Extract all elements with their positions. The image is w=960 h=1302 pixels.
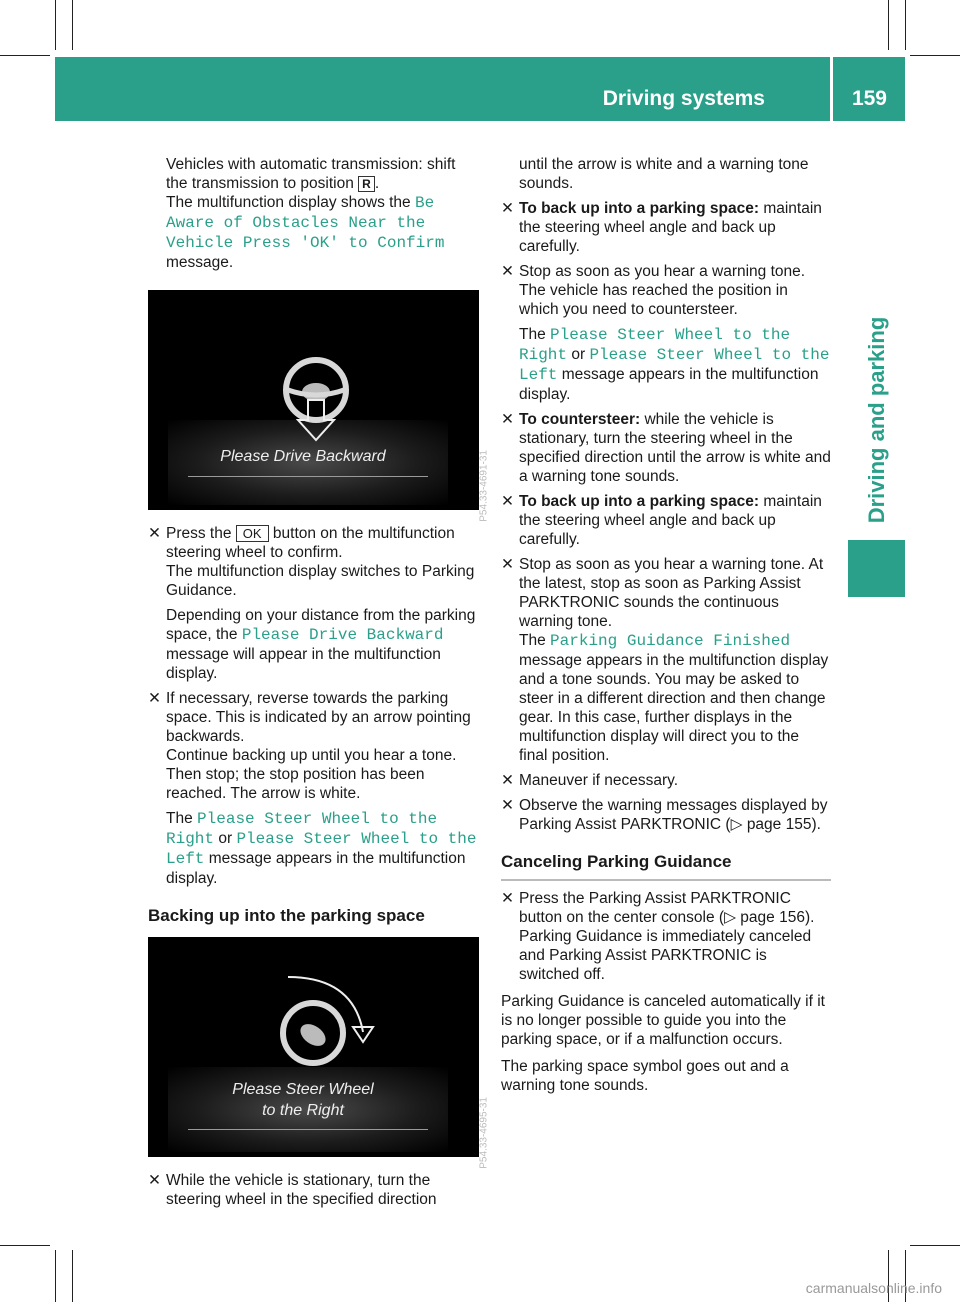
display-message: Be Aware of Obstacles Near the Vehicle Press 'OK' to Confirm [166,194,445,252]
crop-mark [55,0,56,50]
text-span: maintain the steering wheel angle and back up carefully. [519,200,822,255]
instruction-text [166,689,480,803]
gear-r-key-icon: R [358,176,375,192]
body-paragraph: The parking space symbol goes out and a warning tone sounds. [501,1058,789,1094]
instruction-text: Stop as soon as you hear a warning tone. The vehicle has reached the position in which you need to countersteer. [519,263,806,318]
section-title: Driving systems [602,87,765,110]
header-bar [55,57,905,121]
intro-line: The multifunction display shows the [166,194,411,211]
text-span: The [519,632,546,649]
text-span: Parking Guidance is immediately canceled and Parking Assist PARKTRONIC is switched off. [519,928,812,983]
instruction-text [519,555,831,765]
bullet-icon: ✕ [501,556,514,573]
left-column [148,155,490,1215]
instruction-item [501,410,831,486]
display-message: Please Steer Wheel to the Right [519,326,791,364]
bold-lead: To back up into a parking space: [519,493,760,510]
instruction-item [501,199,831,256]
text-span: Press the Parking Assist PARKTRONIC button on the center console (▷ page 156). [519,890,815,926]
instruction-item [501,492,831,549]
instruction-text [519,889,831,984]
page-number: 159 [851,87,887,110]
figure-steer-right [148,937,490,1169]
bullet-icon: ✕ [501,263,514,280]
crop-mark [910,55,960,56]
display-caption: Please Drive Backward [220,448,386,465]
chapter-title: Driving and parking [864,316,889,524]
instruction-item [501,262,831,404]
crop-mark [910,1245,960,1246]
instruction-item [148,1171,480,1209]
display-line [188,1129,428,1130]
instruction-item [501,555,831,765]
instruction-item [501,796,831,834]
chapter-tab [848,540,905,597]
bold-lead: To countersteer: [519,411,641,428]
section-heading: Canceling Parking Guidance [501,852,831,881]
text-span: Stop as soon as you hear a warning tone. At the latest, stop as soon as Parking Assist PARKTRONIC sounds the continuous warning tone. [519,556,824,630]
text-span: message appears in the multifunction display. [519,366,819,403]
section-heading: Backing up into the parking space [148,906,425,925]
intro-punct: . [374,175,380,192]
text-span: message will appear in the multifunction display. [166,646,441,682]
display-message: Please Steer Wheel to the Right [166,810,438,848]
bullet-icon: ✕ [148,1172,161,1189]
crop-mark [0,1245,50,1246]
intro-line: message. [166,254,234,271]
steering-wheel-icon [148,290,479,510]
crop-mark [888,0,889,50]
crop-mark [0,55,50,56]
body-paragraph: Parking Guidance is canceled automatically if it is no longer possible to guide you into the parking space, or if a malfunction occurs. [501,993,825,1048]
bullet-icon: ✕ [501,797,514,814]
instruction-item [148,689,480,888]
instruction-text: Observe the warning messages displayed by Parking Assist PARKTRONIC (▷ page 155). [519,797,828,833]
figure-drive-backward [148,290,490,522]
intro-line: Vehicles with automatic transmission: shift [166,156,456,173]
intro-line: the transmission to position [166,175,354,192]
instruction-text [166,809,480,888]
instruction-item [501,889,831,984]
text-span: Continue backing up until you hear a tone. Then stop; the stop position has been reached. The arrow is white. [166,747,457,802]
text-span: message appears in the multifunction display and a tone sounds. You may be asked to steer in a different direction and then change gear. In this case, further displays in the multifunction display will direct you to the final position. [519,652,829,764]
bullet-icon: ✕ [148,690,161,707]
display-caption: Please Steer Wheel [232,1081,374,1098]
instruction-text [519,492,831,549]
instruction-text [519,325,831,404]
ok-button-icon: OK [236,525,269,542]
display-message: Please Drive Backward [241,626,444,644]
bullet-icon: ✕ [501,890,514,907]
bullet-icon: ✕ [501,493,514,510]
bullet-icon: ✕ [148,525,161,542]
figure-code: P54.33-4691-31 [479,450,490,522]
text-span: message appears in the multifunction display. [166,850,466,887]
instruction-text: Maneuver if necessary. [519,772,679,789]
text-span: Press the [166,525,232,542]
text-span: The [166,810,193,827]
display-caption: to the Right [262,1102,344,1119]
instruction-item [501,771,831,790]
text-span: while the vehicle is stationary, turn the steering wheel in the specified direction until the arrow is white and a warning tone sounds. [519,411,831,485]
crop-mark [72,1250,73,1302]
instruction-text [519,199,831,256]
instruction-text [166,606,480,683]
right-column [501,155,831,1103]
bold-lead: To back up into a parking space: [519,200,760,217]
crop-mark [905,0,906,50]
bullet-icon: ✕ [501,200,514,217]
display-line [188,476,428,477]
figure-code: P54.33-4695-31 [479,1097,490,1169]
text-span: maintain the steering wheel angle and back up carefully. [519,493,822,548]
text-span: or [571,346,586,363]
text-span: If necessary, reverse towards the parking space. This is indicated by an arrow pointing backwards. [166,690,471,745]
watermark: carmanualsonline.info [805,1280,942,1296]
text-span: The multifunction display switches to Parking Guidance. [166,563,475,599]
bullet-icon: ✕ [501,411,514,428]
intro-text [148,155,480,272]
bullet-icon: ✕ [501,772,514,789]
instruction-text [166,524,480,600]
steering-wheel-icon [148,937,479,1157]
text-span: button on the multifunction steering wheel to confirm. [166,525,455,561]
crop-mark [72,0,73,50]
instruction-text: While the vehicle is stationary, turn the steering wheel in the specified direction [166,1172,437,1208]
text-span: or [218,830,233,847]
text-span: The [519,326,546,343]
instruction-text [519,410,831,486]
continuation-text: until the arrow is white and a warning tone sounds. [519,156,809,192]
display-message: Parking Guidance Finished [550,632,791,650]
display-message: Please Steer Wheel to the Left [519,346,830,384]
header-separator [830,57,833,121]
crop-mark [55,1250,56,1302]
text-span: Depending on your distance from the parking space, the [166,607,476,643]
display-message: Please Steer Wheel to the Left [166,830,477,868]
instruction-item [148,524,480,683]
